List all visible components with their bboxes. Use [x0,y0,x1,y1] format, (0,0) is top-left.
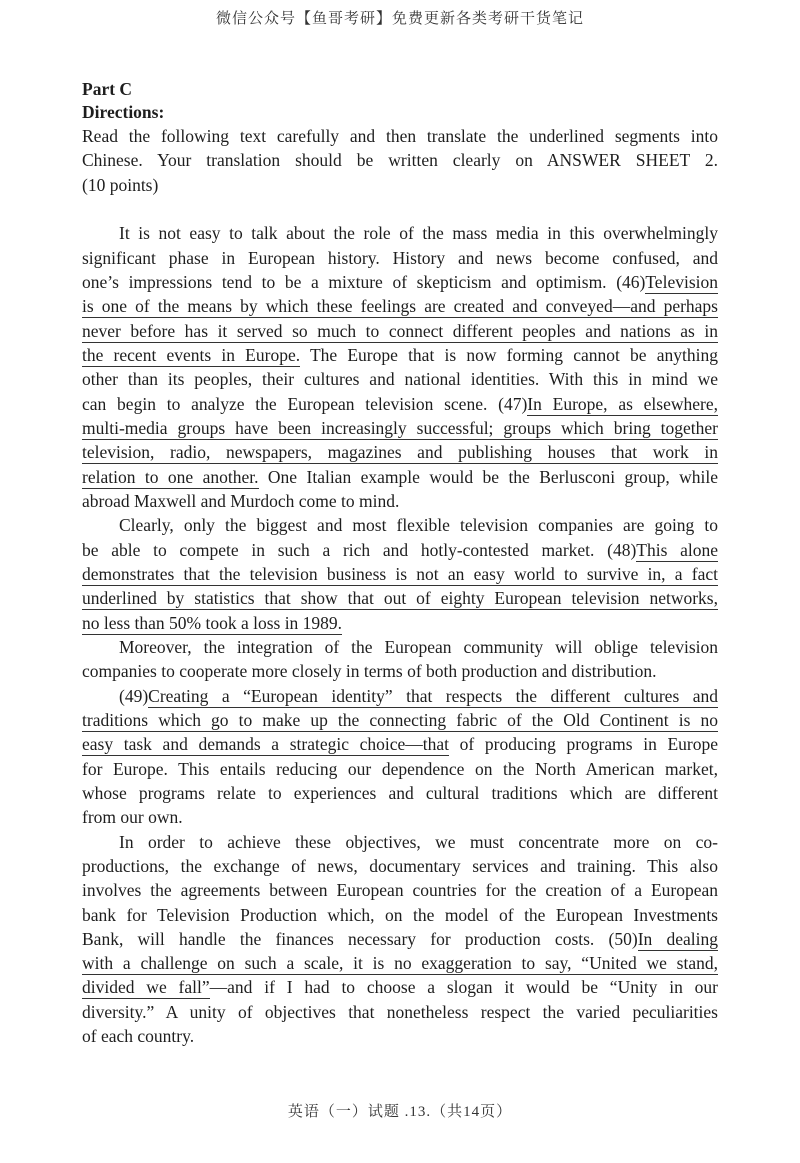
text-segment: other than its peoples, their cultures and national identities. With this in mind we [82,369,718,390]
underlined-segment: multi-media groups have been increasingly successful; groups which bring together [82,417,718,438]
text-segment: of each country. [82,1026,195,1047]
underlined-segment: underlined by statistics that show that out of eighty European television networks, [82,588,718,609]
text-segment: be able to compete in such a rich and hotly-contested market. (48) [82,539,637,560]
text-line [82,732,718,756]
text-line [82,975,718,999]
text-line [82,757,718,781]
text-line [82,878,718,902]
directions-label: Directions: [82,102,165,122]
underlined-segment: no less than 50% took a loss in 1989. [82,612,343,633]
text-line [82,805,718,829]
directions-line [82,124,718,148]
text-segment: can begin to analyze the European television scene. (47) [82,393,528,414]
text-segment: diversity.” A unity of objectives that nonetheless respect the varied peculiarities [82,1001,718,1022]
text-line [82,635,718,659]
underlined-segment: television, radio, newspapers, magazines and publishing houses that work in [82,442,718,463]
text-segment: bank for Television Production which, on the model of the European Investments [82,904,718,925]
underlined-segment: Television [645,271,718,292]
underlined-segment: with a challenge on such a scale, it is no exaggeration to say, “United we stand, [82,953,718,974]
spacer [82,197,718,221]
underlined-segment: In dealing [637,928,719,949]
text-line [82,854,718,878]
passage [82,221,718,1048]
text-line [82,246,718,270]
text-line [82,513,718,537]
text-line [82,367,718,391]
text-line [82,562,718,586]
underlined-segment: traditions which go to make up the connecting fabric of the Old Continent is no [82,709,718,730]
text-segment: (49) [119,685,149,706]
text-segment: Clearly, only the biggest and most flexible television companies are going to [119,515,718,536]
text-line [82,465,718,489]
text-line [82,416,718,440]
text-segment: for Europe. This entails reducing our dependence on the North American market, [82,758,718,779]
section-title: Part C [82,79,133,99]
text-line [82,270,718,294]
paragraph [82,221,718,513]
text-segment: The Europe that is now forming cannot be anything [300,344,719,365]
text-segment: Chinese. Your translation should be written clearly on ANSWER SHEET 2. [82,150,718,171]
text-line [82,343,718,367]
text-line [82,927,718,951]
text-line [82,611,718,635]
text-line [82,586,718,610]
underlined-segment: easy task and demands a strategic choice—that [82,734,450,755]
text-segment: abroad Maxwell and Murdoch come to mind. [82,490,400,511]
text-segment: It is not easy to talk about the role of the mass media in this overwhelmingly [119,223,718,244]
text-line [82,659,718,683]
text-line [82,392,718,416]
text-line [82,538,718,562]
page-header-watermark: 微信公众号【鱼哥考研】免费更新各类考研干货笔记 [215,11,584,27]
text-segment: Read the following text carefully and then translate the underlined segments into [82,126,718,146]
text-line [82,951,718,975]
underlined-segment: is one of the means by which these feelings are created and conveyed—and perhaps [82,296,718,317]
text-segment: one’s impressions tend to be a mixture of skepticism and optimism. (46) [82,271,646,292]
paragraph [82,684,718,830]
text-segment: whose programs relate to experiences and cultural traditions which are different [82,782,718,803]
text-line [82,1024,718,1048]
text-line [82,903,718,927]
text-segment: of producing programs in Europe [449,734,718,755]
text-line [82,221,718,245]
text-segment: productions, the exchange of news, documentary services and training. This also [82,855,718,876]
text-line [82,319,718,343]
text-line [82,440,718,464]
directions-line [82,173,718,197]
text-line [82,781,718,805]
text-segment: significant phase in European history. History and news become confused, and [82,247,718,268]
page-footer: 英语（一）试题 .13.（共14页） [287,1104,513,1120]
underlined-segment: never before has it served so much to connect different peoples and nations as in [82,320,718,341]
directions-text [82,124,718,197]
underlined-segment: In Europe, as elsewhere, [527,393,719,414]
text-line [82,830,718,854]
text-line [82,489,718,513]
underlined-segment: the recent events in Europe. [82,344,301,365]
underlined-segment: This alone [636,539,718,560]
text-segment: Moreover, the integration of the European community will oblige television [119,636,718,657]
text-line [82,1000,718,1024]
text-segment: involves the agreements between European countries for the creation of a European [82,880,718,901]
text-segment: (10 points) [82,174,159,195]
directions-line [82,148,718,172]
paragraph [82,830,718,1049]
underlined-segment: divided we fall” [82,977,210,998]
text-line [82,684,718,708]
text-line [82,294,718,318]
underlined-segment: demonstrates that the television business is not an easy world to survive in, a fact [82,563,718,584]
text-segment: Bank, will handle the finances necessary for production costs. (50) [82,928,638,949]
text-segment: from our own. [82,807,183,828]
underlined-segment: Creating a “European identity” that respects the different cultures and [148,685,718,706]
text-segment: In order to achieve these objectives, we must concentrate more on co- [119,831,718,852]
text-segment: One Italian example would be the Berlusconi group, while [258,466,718,487]
underlined-segment: relation to one another. [82,466,259,487]
text-segment: companies to cooperate more closely in terms of both production and distribution. [82,661,657,682]
text-line [82,708,718,732]
text-segment: —and if I had to choose a slogan it would be “Unity in our [209,977,719,998]
exam-content [82,78,718,1048]
paragraph [82,513,718,635]
paragraph [82,635,718,684]
